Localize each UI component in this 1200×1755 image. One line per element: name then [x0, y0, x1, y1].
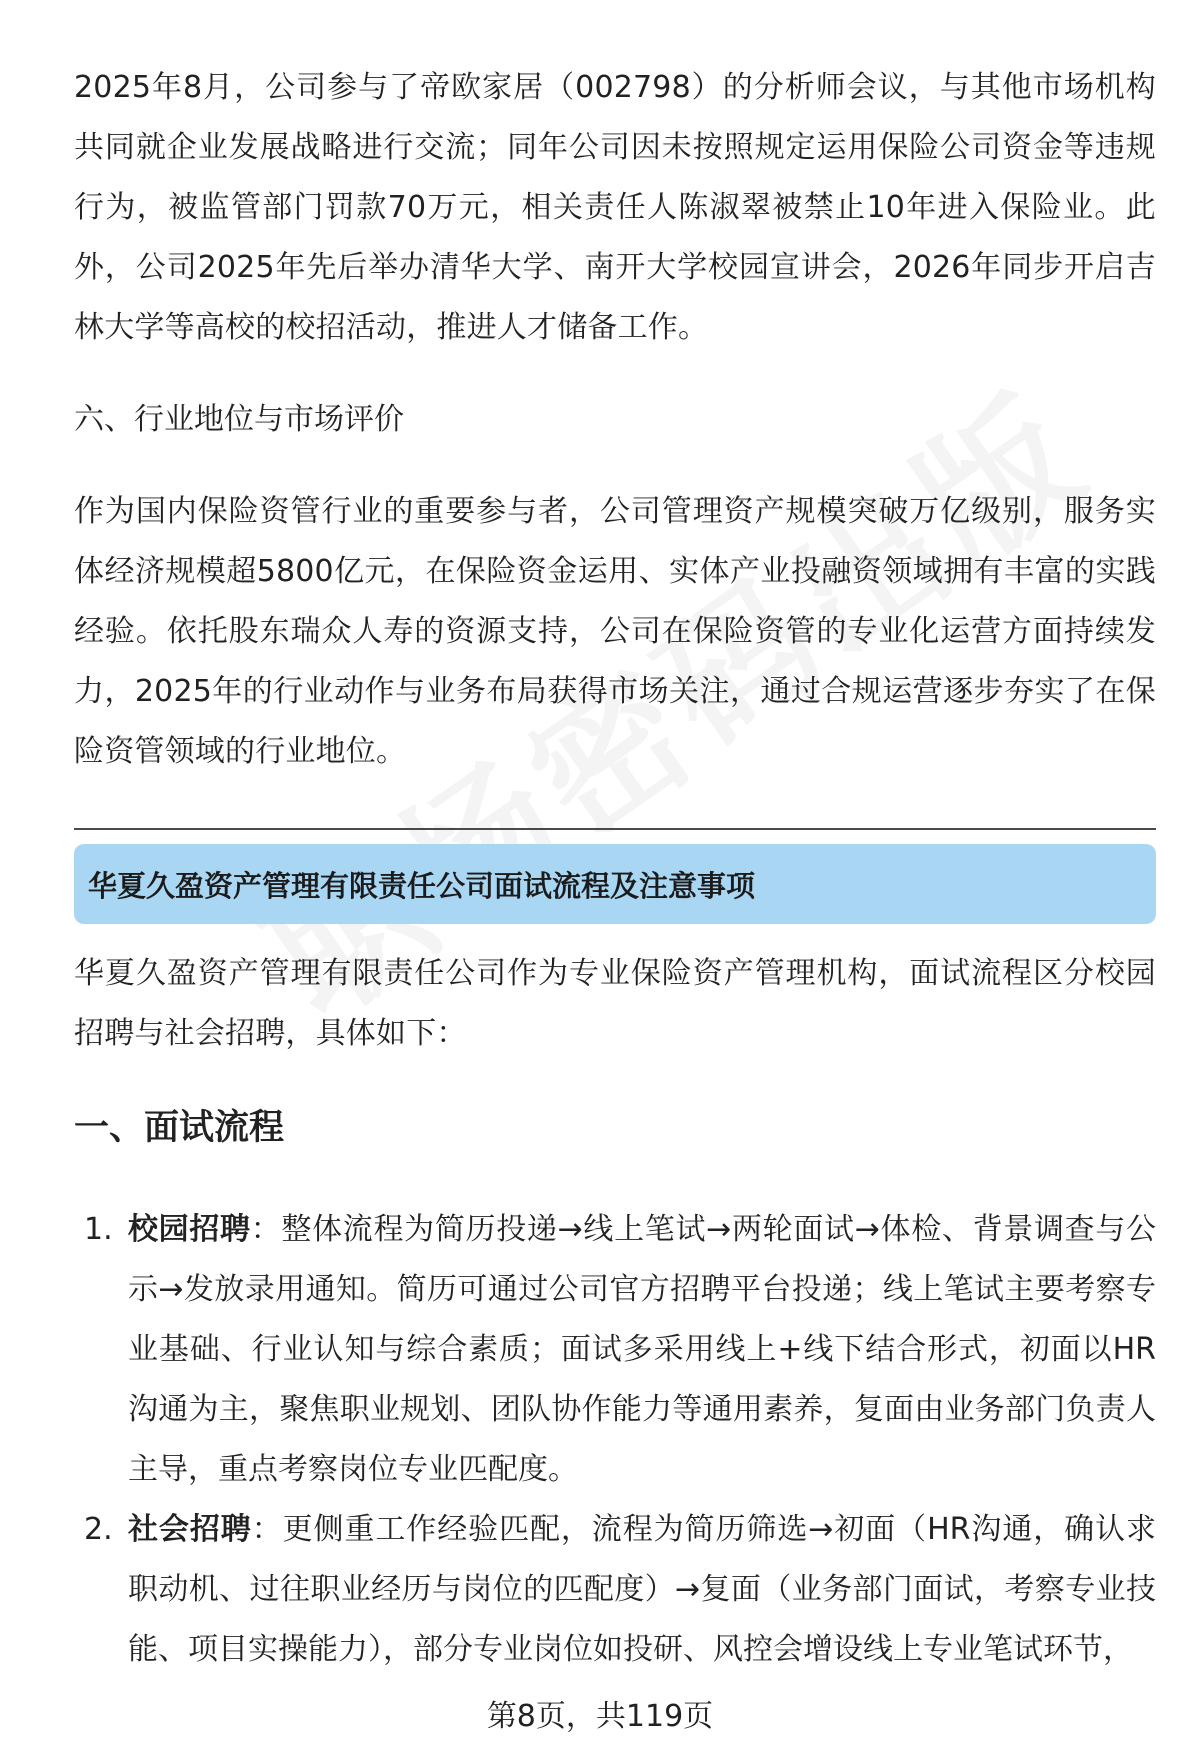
interview-process-list: [74, 1200, 1156, 1680]
list-item-number: 1.: [84, 1212, 113, 1247]
banner-title: 华夏久盈资产管理有限责任公司面试流程及注意事项: [88, 868, 756, 903]
list-item: [74, 1200, 1156, 1500]
list-item-text: [128, 1200, 1156, 1500]
list-item: [74, 1500, 1156, 1680]
interview-intro-paragraph: 华夏久盈资产管理有限责任公司作为专业保险资产管理机构，面试流程区分校园招聘与社会招聘，具体如下：: [74, 956, 1156, 1051]
intro-paragraph: 2025年8月，公司参与了帝欧家居（002798）的分析师会议，与其他市场机构共同就企业发展战略进行交流；同年公司因未按照规定运用保险公司资金等违规行为，被监管部门罚款70万元，相关责任人陈淑翠被禁止10年进入保险业。此外，公司2025年先后举办清华大学、南开大学校园宣讲会，2026年同步开启吉林大学等高校的校招活动，推进人才储备工作。: [74, 70, 1156, 345]
list-item-body: ：更侧重工作经验匹配，流程为简历筛选→初面（HR沟通，确认求职动机、过往职业经历与岗位的匹配度）→复面（业务部门面试，考察专业技能、项目实操能力），部分专业岗位如投研、风控会增设线上专业笔试环节，: [128, 1512, 1156, 1667]
interview-process-heading: 一、面试流程: [74, 1108, 285, 1148]
section-heading-industry-status: 六、行业地位与市场评价: [74, 402, 404, 437]
page-number-footer: 第8页，共119页: [486, 1699, 714, 1734]
section-divider: [74, 828, 1156, 830]
list-item-label: 校园招聘: [128, 1212, 251, 1247]
list-item-number: 2.: [84, 1512, 113, 1547]
list-item-label: 社会招聘: [128, 1512, 252, 1547]
document-page: [74, 58, 1156, 1680]
title-banner: [74, 844, 1156, 924]
industry-status-paragraph: 作为国内保险资管行业的重要参与者，公司管理资产规模突破万亿级别，服务实体经济规模超5800亿元，在保险资金运用、实体产业投融资领域拥有丰富的实践经验。依托股东瑞众人寿的资源支持，公司在保险资管的专业化运营方面持续发力，2025年的行业动作与业务布局获得市场关注，通过合规运营逐步夯实了在保险资管领域的行业地位。: [74, 494, 1156, 769]
list-item-text: [128, 1500, 1156, 1680]
list-item-body: ：整体流程为简历投递→线上笔试→两轮面试→体检、背景调查与公示→发放录用通知。简历可通过公司官方招聘平台投递；线上笔试主要考察专业基础、行业认知与综合素质；面试多采用线上+线下结合形式，初面以HR沟通为主，聚焦职业规划、团队协作能力等通用素养，复面由业务部门负责人主导，重点考察岗位专业匹配度。: [128, 1212, 1157, 1487]
